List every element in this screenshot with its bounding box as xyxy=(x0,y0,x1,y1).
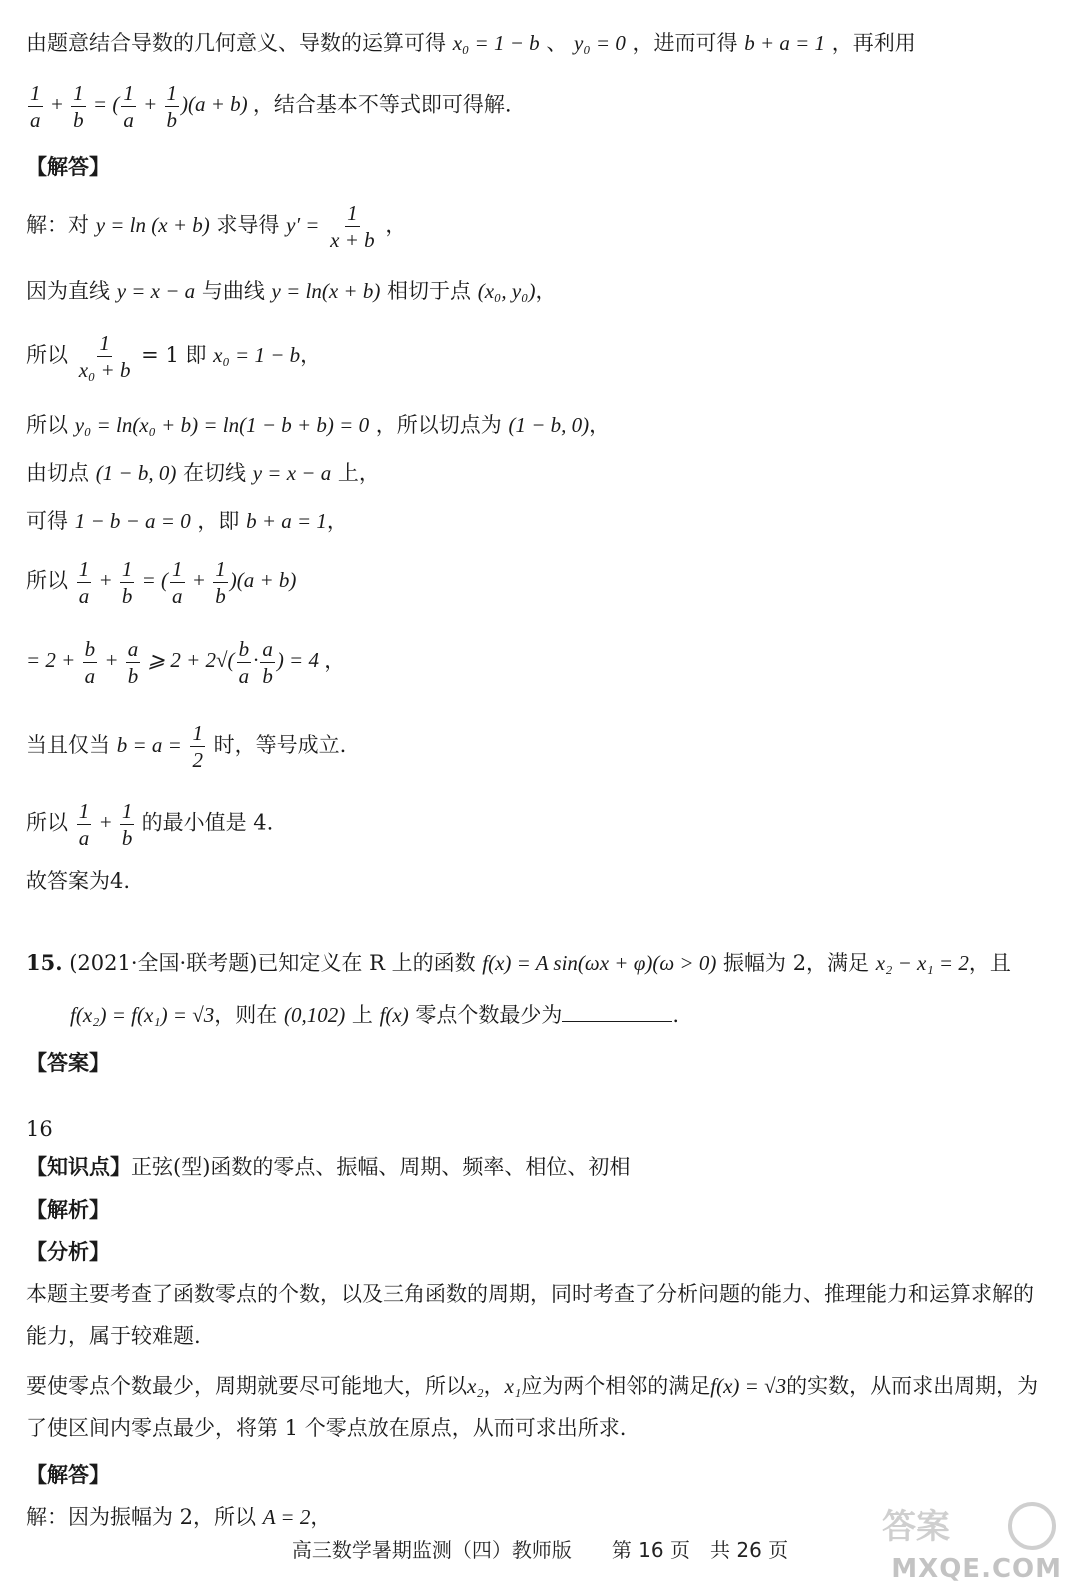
math-expr: f(x₂) = f(x₁) = √3 xyxy=(70,1003,215,1027)
text-span: ，进而可得 xyxy=(632,31,738,55)
text-line xyxy=(26,458,1056,488)
text-span: ，所以切点为 xyxy=(375,413,502,437)
text-span: 振幅为 2，满足 xyxy=(723,951,870,975)
math-expr: b + a = 1 xyxy=(246,509,327,533)
text-line: 解：对 y = ln (x + b) 求导得 y′ = $\frac{1}{x + b}$ ， xyxy=(26,201,407,252)
text-span: 上 xyxy=(351,1003,373,1027)
watermark-icon xyxy=(872,1498,1062,1558)
text-span: 由题意结合导数的几何意义、导数的运算可得 xyxy=(26,31,446,55)
text-span: ，且 xyxy=(968,951,1011,975)
section-header: 【解析】 xyxy=(26,1197,110,1222)
math-expr: (1 − b, 0) xyxy=(508,413,590,437)
text-span: 求导得 xyxy=(216,213,280,237)
text-span: ， xyxy=(310,1505,332,1529)
text-span: 已知定义在 R 上的函数 xyxy=(257,951,476,975)
section-header: 【解答】 xyxy=(26,1462,110,1487)
watermark-logo xyxy=(872,1498,1062,1584)
text-line: 因为直线 y = x − a 与曲线 y = ln(x + b) 相切于点 (x₀, y₀)， xyxy=(26,279,557,303)
text-span: . xyxy=(672,1003,680,1027)
text-span: 与曲线 xyxy=(201,279,265,303)
math-expr: = 2 + $\frac{b}{a}$ + $\frac{a}{b}$ ⩾ 2 + 2√( $\frac{b}{a}$ · $\frac{a}{b}$ ) = 4 xyxy=(26,637,325,688)
math-expr: f(x) = √3 xyxy=(710,1374,787,1398)
text-span: ，再利用 xyxy=(831,31,916,55)
text-line xyxy=(26,720,1056,773)
text-span: 上， xyxy=(337,461,380,485)
math-expr: y = x − a xyxy=(252,461,332,485)
math-expr: x₁ xyxy=(504,1374,522,1398)
question-source: (2021·全国·联考题) xyxy=(69,951,258,975)
text-span: = 1 即 xyxy=(141,343,207,367)
math-expr: (0,102) xyxy=(283,1003,346,1027)
math-expr: x₂ − x₁ = 2 xyxy=(875,951,969,975)
text-line: 故答案为4. xyxy=(26,869,131,893)
math-expr: f(x) xyxy=(379,1003,409,1027)
page-footer: 高三数学暑期监测（四）教师版 第 16 页 共 26 页 xyxy=(291,1538,789,1562)
text-span: ，则在 xyxy=(214,1003,278,1027)
question-15 xyxy=(26,948,1056,978)
math-expr: y = x − a xyxy=(116,279,196,303)
math-expr: $\frac{1}{a}$ + $\frac{1}{b}$ = ( $\frac{1}{a}$ + $\frac{1}{b}$ )(a + b) xyxy=(78,557,297,608)
math-expr: y = ln (x + b) xyxy=(95,213,210,237)
text-span: 解：因为振幅为 2，所以 xyxy=(26,1505,257,1529)
math-expr: y′ = xyxy=(286,213,320,237)
text-line: 所以 $\frac{1}{\text{x₀ + b}}$ = 1 即 x₀ = 1 − b， xyxy=(26,331,322,382)
knowledge-text: 正弦(型)函数的零点、振幅、周期、频率、相位、初相 xyxy=(131,1155,631,1179)
answer-blank xyxy=(562,1001,672,1022)
text-span: 可得 xyxy=(26,509,68,533)
text-span: 在切线 xyxy=(183,461,247,485)
text-span: 所以 xyxy=(26,810,68,835)
answer-value: 16 xyxy=(26,1117,53,1141)
math-expr: $\frac{1}{a}$ + $\frac{1}{b}$ xyxy=(78,799,133,850)
text-span: 因为直线 xyxy=(26,279,110,303)
text-span: 要使零点个数最少，周期就要尽可能地大，所以 xyxy=(26,1374,467,1398)
math-fraction: $\frac{1}{\text{x₀ + b}}$ xyxy=(78,331,131,382)
text-span: 解：对 xyxy=(26,213,89,237)
text-line xyxy=(26,80,1056,133)
text-span: 所以 xyxy=(26,343,68,367)
math-expr: f(x) = A sin(ωx + φ)(ω > 0) xyxy=(482,951,717,975)
question-15-cont xyxy=(70,1000,1056,1030)
knowledge-line xyxy=(26,1152,1056,1182)
question-number: 15. xyxy=(26,950,63,975)
analysis-paragraph: 本题主要考查了函数零点的个数，以及三角函数的周期，同时考查了分析问题的能力、推理能力和运算求解的能力，属于较难题. xyxy=(26,1282,1034,1348)
text-span: 所以 xyxy=(26,568,68,593)
math-fraction: $\frac{1}{x + b}$ xyxy=(330,201,375,252)
math-expr: y₀ = ln(x₀ + b) = ln(1 − b + b) = 0 xyxy=(74,413,370,437)
text-span: 应为两个相邻的满足 xyxy=(521,1374,711,1398)
knowledge-label: 【知识点】 xyxy=(26,1154,131,1179)
math-expr: A = 2 xyxy=(262,1505,311,1529)
text-line: 所以 y₀ = ln(x₀ + b) = ln(1 − b + b) = 0 ，所以切点为 (1 − b, 0)， xyxy=(26,413,611,437)
text-span: 由切点 xyxy=(26,461,89,485)
text-line xyxy=(26,798,1056,851)
text-span: 的实数，从而求出周期，为了使区间内零点最少，将第 1 个零点放在原点，从而可求出所求. xyxy=(26,1374,1039,1440)
text-line: = 2 + $\frac{b}{a}$ + $\frac{a}{b}$ ⩾ 2 + 2√( $\frac{b}{a}$ · $\frac{a}{b}$ ) = 4 ， xyxy=(26,637,346,688)
text-span: 当且仅当 xyxy=(26,733,110,757)
math-expr: (x₀, y₀) xyxy=(477,279,536,303)
text-span: ， xyxy=(483,1374,505,1398)
section-header: 【答案】 xyxy=(26,1050,110,1075)
text-span: 所以 xyxy=(26,413,68,437)
text-span: 时，等号成立. xyxy=(213,733,347,757)
math-expr: $\frac{1}{a}$ + $\frac{1}{b}$ = ( $\frac{1}{a}$ + $\frac{1}{b}$ )(a + b) xyxy=(30,81,253,132)
math-expr: x₂ xyxy=(467,1374,484,1398)
text-line xyxy=(26,556,1056,609)
text-span: 零点个数最少为 xyxy=(415,1003,563,1027)
section-header: 【分析】 xyxy=(26,1239,110,1264)
math-expr: b = a = xyxy=(116,733,182,757)
math-expr: 1 − b − a = 0 xyxy=(74,509,191,533)
math-expr: (1 − b, 0) xyxy=(95,461,177,485)
svg-text:答案: 答案 xyxy=(882,1507,950,1547)
math-expr: y₀ = 0 xyxy=(574,31,626,55)
math-expr: y = ln(x + b) xyxy=(271,279,381,303)
analysis-paragraph-2 xyxy=(26,1365,1050,1449)
watermark-text: MXQE.COM xyxy=(891,1554,1062,1584)
text-line xyxy=(26,28,1056,58)
text-span: 、 xyxy=(546,31,568,55)
math-fraction: $\frac{1}{2}$ xyxy=(192,721,203,772)
math-expr: b + a = 1 xyxy=(744,31,826,55)
text-span: ，即 xyxy=(197,509,240,533)
section-header: 【解答】 xyxy=(26,154,110,179)
text-span: 相切于点 xyxy=(387,279,472,303)
text-span: 的最小值是 4. xyxy=(141,810,274,835)
text-span: ，结合基本不等式即可得解. xyxy=(252,92,512,117)
math-expr: x₀ = 1 − b xyxy=(213,343,301,367)
text-line: 可得 1 − b − a = 0 ，即 b + a = 1， xyxy=(26,509,348,533)
math-expr: x₀ = 1 − b xyxy=(452,31,540,55)
